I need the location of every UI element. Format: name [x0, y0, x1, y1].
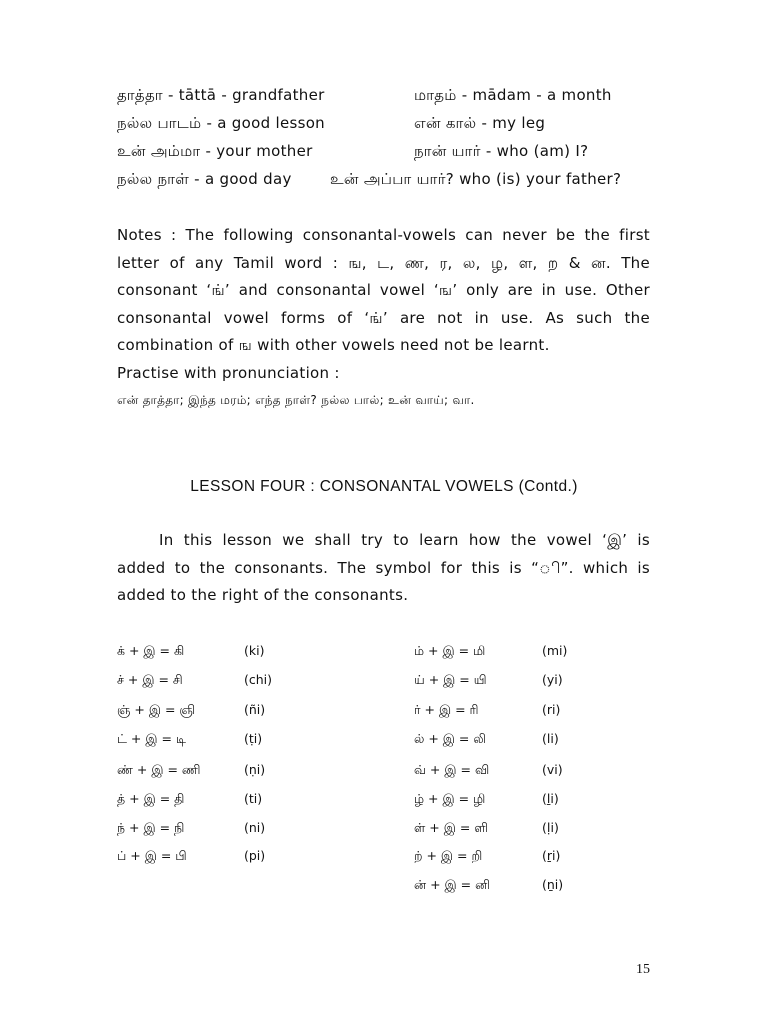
table-row-roman: (ṭi): [244, 731, 263, 746]
intro-line: added to the consonants. The symbol for this is “ி”. which is: [117, 558, 650, 577]
table-row-formula: ம் + இ = மி: [414, 643, 486, 658]
table-row-roman: (chi): [244, 672, 273, 687]
practise-label: Practise with pronunciation :: [117, 363, 340, 382]
table-row-formula: ச் + இ = சி: [117, 672, 183, 687]
table-row-formula: ன் + இ = னி: [414, 877, 491, 892]
table-row-roman: (ki): [244, 643, 265, 658]
table-row-formula: ற் + இ = றி: [414, 848, 483, 863]
vocab-left-3: உன் அம்மா - your mother: [117, 142, 313, 160]
table-row-formula: ள் + இ = ளி: [414, 820, 489, 835]
lesson-intro: [117, 527, 650, 610]
intro-line: In this lesson we shall try to learn how the vowel ‘இ’ is: [159, 531, 650, 549]
table-row-roman: (ri): [542, 702, 561, 717]
table-row-roman: (vi): [542, 762, 563, 777]
vocab-right-1: மாதம் - mādam - a month: [414, 86, 612, 104]
table-row-roman: (yi): [542, 672, 563, 687]
table-row-roman: (ṉi): [542, 877, 564, 892]
table-row-formula: ழ் + இ = ழி: [414, 791, 486, 806]
notes-line: Notes : The following consonantal-vowels can never be the first: [117, 226, 650, 244]
notes-line: combination of ங with other vowels need not be learnt.: [117, 336, 550, 354]
intro-line: added to the right of the consonants.: [117, 586, 409, 604]
table-row-formula: க் + இ = கி: [117, 643, 185, 658]
vocab-left-4: நல்ல நாள் - a good day: [117, 170, 292, 188]
notes-paragraph: [117, 222, 650, 415]
table-row-formula: ப் + இ = பி: [117, 848, 187, 863]
table-row-roman: (pi): [244, 848, 266, 863]
table-row-roman: (ñi): [244, 702, 266, 717]
practise-words: என் தாத்தா; இந்த மரம்; எந்த நாள்? நல்ல பால்; உன் வாய்; வா.: [117, 393, 475, 407]
table-row-roman: (mi): [542, 643, 568, 658]
table-row-roman: (li): [542, 731, 559, 746]
table-row-roman: (ti): [244, 791, 263, 806]
table-row-roman: (ḻi): [542, 791, 559, 806]
vocab-left-1: தாத்தா - tāttā - grandfather: [117, 86, 325, 104]
vocab-right-3: நான் யார் - who (am) I?: [414, 142, 589, 160]
table-row-roman: (ni): [244, 820, 266, 835]
vocab-right-4: உன் அப்பா யார்? who (is) your father?: [330, 170, 622, 188]
table-row-formula: ண் + இ = ணி: [117, 762, 201, 777]
table-row-formula: வ் + இ = வி: [414, 762, 490, 777]
table-row-formula: த் + இ = தி: [117, 791, 185, 806]
vocab-right-2: என் கால் - my leg: [414, 114, 546, 132]
table-row-formula: ஞ் + இ = ஞி: [117, 702, 196, 717]
table-row-roman: (ḷi): [542, 820, 559, 835]
table-row-formula: ர் + இ = ரி: [414, 702, 479, 717]
table-row-formula: ந் + இ = நி: [117, 820, 185, 835]
notes-line: consonantal vowel forms of ‘ங்’ are not in use. As such the: [117, 308, 650, 327]
table-row-formula: ய் + இ = யி: [414, 672, 487, 687]
lesson-title: LESSON FOUR : CONSONANTAL VOWELS (Contd.): [190, 478, 578, 495]
notes-line: letter of any Tamil word : ங, ட, ண, ர, ல, ழ, ள, ற & ன. The: [117, 253, 650, 272]
page-number: 15: [636, 962, 650, 977]
table-row-roman: (ṇi): [244, 762, 266, 777]
table-row-roman: (ṟi): [542, 848, 561, 863]
table-row-formula: ட் + இ = டி: [117, 731, 186, 746]
vocab-left-2: நல்ல பாடம் - a good lesson: [117, 114, 325, 132]
notes-line: consonant ‘ங்’ and consonantal vowel ‘ங’ only are in use. Other: [117, 281, 650, 299]
table-row-formula: ல் + இ = லி: [414, 731, 487, 746]
